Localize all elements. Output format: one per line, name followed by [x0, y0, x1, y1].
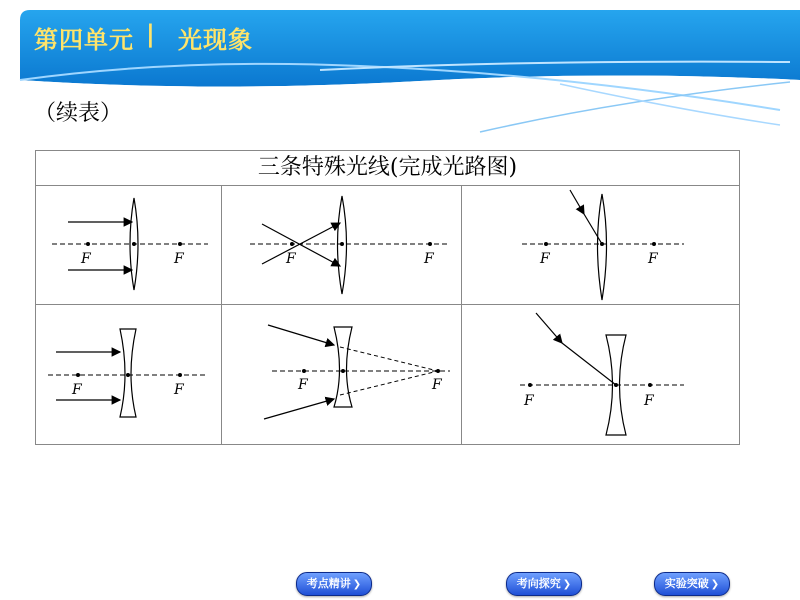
nav-button-label: 考向探究	[516, 577, 561, 590]
focus-label: F	[286, 251, 296, 267]
unit-title: 第四单元	[34, 25, 134, 54]
focus-label: F	[424, 251, 434, 267]
table-title: 三条特殊光线(完成光路图)	[35, 150, 740, 186]
concave-cell-2	[221, 304, 462, 445]
chevron-right-icon: ❯	[710, 579, 720, 590]
chevron-right-icon: ❯	[562, 579, 572, 590]
nav-button-label: 考点精讲	[306, 577, 351, 590]
focus-label: F	[81, 251, 91, 267]
convex-cell-1	[35, 185, 222, 305]
concave-cell-3	[461, 304, 740, 445]
focus-label: F	[648, 251, 658, 267]
convex-cell-2	[221, 185, 462, 305]
nav-button-key-points[interactable]	[296, 572, 372, 596]
focus-label: F	[298, 377, 308, 393]
nav-button-experiments[interactable]	[654, 572, 730, 596]
focus-label: F	[174, 382, 184, 398]
title-separator: |	[146, 20, 155, 48]
concave-cell-1	[35, 304, 222, 445]
chapter-title: 光现象	[178, 25, 253, 54]
focus-label: F	[174, 251, 184, 267]
focus-label: F	[524, 393, 534, 409]
focus-label: F	[432, 377, 442, 393]
light-rays-table	[35, 150, 740, 445]
focus-label: F	[644, 393, 654, 409]
chevron-right-icon: ❯	[352, 579, 362, 590]
focus-label: F	[540, 251, 550, 267]
subtitle: （续表）	[34, 101, 123, 126]
convex-cell-3	[461, 185, 740, 305]
nav-button-exam-trends[interactable]	[506, 572, 582, 596]
nav-button-label: 实验突破	[664, 577, 709, 590]
focus-label: F	[72, 382, 82, 398]
